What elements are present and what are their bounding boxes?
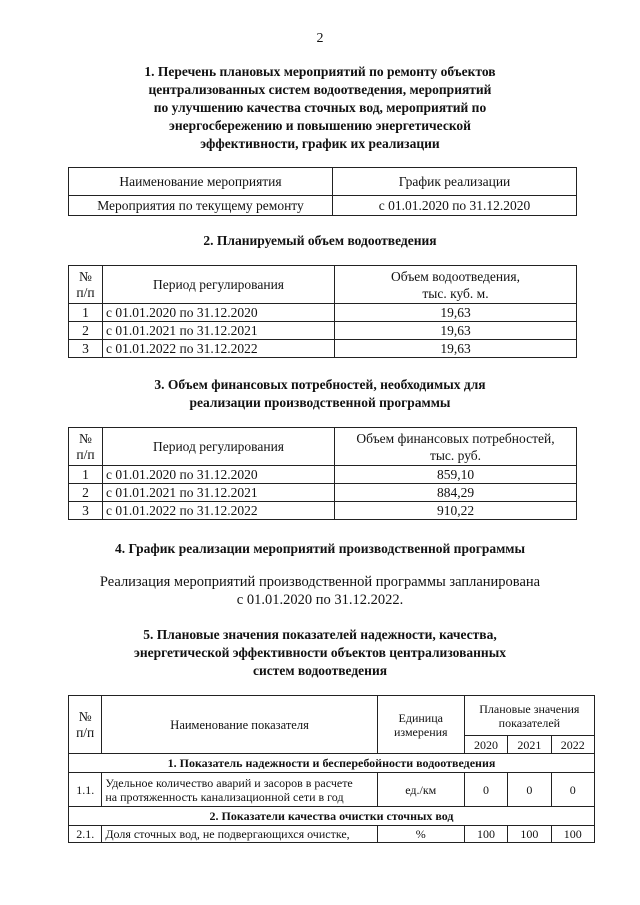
header-num-line: № (78, 708, 92, 724)
table-row (69, 466, 577, 484)
section1-title-line: энергосбережению и повышению энергетической (169, 118, 471, 133)
header-indicator-name: Наименование показателя (102, 696, 377, 754)
header-num-line: № (79, 430, 92, 446)
row-num: 2.1. (69, 826, 102, 843)
group-row (69, 754, 595, 773)
activities-table (68, 167, 577, 216)
row-indicator-name (102, 773, 377, 807)
section5-title (0, 626, 640, 680)
table-row (69, 773, 595, 807)
header-year: 2020 (464, 736, 507, 754)
section1-title-line: централизованных систем водоотведения, мероприятий (148, 82, 492, 97)
table-row (69, 502, 577, 520)
section5-title-line: 5. Плановые значения показателей надежности, качества, (143, 627, 497, 642)
header-period: Период регулирования (103, 266, 335, 304)
table-row (69, 196, 577, 216)
row-financial: 910,22 (335, 502, 577, 520)
activity-name: Мероприятия по текущему ремонту (69, 196, 333, 216)
header-num (69, 266, 103, 304)
section1-title-line: по улучшению качества сточных вод, мероприятий по (153, 100, 487, 115)
section3-title (0, 376, 640, 412)
header-year: 2021 (508, 736, 551, 754)
group-quality: 2. Показатели качества очистки сточных вод (69, 807, 595, 826)
row-period: с 01.01.2022 по 31.12.2022 (103, 340, 335, 358)
header-num-line: п/п (76, 284, 95, 300)
row-value: 100 (508, 826, 551, 843)
section3-title-line: 3. Объем финансовых потребностей, необходимых для (154, 377, 486, 392)
row-num: 1.1. (69, 773, 102, 807)
page-number: 2 (316, 31, 324, 46)
group-reliability: 1. Показатель надежности и бесперебойности водоотведения (69, 754, 595, 773)
header-financial (335, 428, 577, 466)
header-planned-line: Плановые значения (479, 701, 580, 716)
section1-title-line: 1. Перечень плановых мероприятий по ремонту объектов (144, 64, 496, 79)
row-period: с 01.01.2020 по 31.12.2020 (103, 304, 335, 322)
header-financial-line: тыс. руб. (429, 447, 482, 463)
section4-title: 4. График реализации мероприятий производственной программы (114, 541, 526, 556)
row-period: с 01.01.2020 по 31.12.2020 (103, 466, 335, 484)
row-num: 2 (69, 484, 103, 502)
table-header-row (69, 696, 595, 736)
row-value: 0 (508, 773, 551, 807)
row-unit: ед./км (377, 773, 464, 807)
header-period: Период регулирования (103, 428, 335, 466)
row-num: 3 (69, 502, 103, 520)
section5-title-line: энергетической эффективности объектов централизованных (133, 645, 506, 660)
section1-title (0, 63, 640, 153)
row-volume: 19,63 (335, 322, 577, 340)
row-num: 1 (69, 304, 103, 322)
section4-text (0, 573, 640, 609)
row-indicator-name-line: Удельное количество аварий и засоров в расчете (105, 775, 353, 790)
row-num: 2 (69, 322, 103, 340)
table-row (69, 484, 577, 502)
header-financial-line: Объем финансовых потребностей, (356, 430, 555, 446)
row-num: 1 (69, 466, 103, 484)
header-volume (335, 266, 577, 304)
header-planned (464, 696, 594, 736)
row-volume: 19,63 (335, 304, 577, 322)
header-schedule: График реализации (333, 168, 577, 196)
header-volume-line: Объем водоотведения, (391, 268, 520, 284)
header-num-line: п/п (76, 446, 95, 462)
section4-text-line: с 01.01.2020 по 31.12.2022. (236, 592, 404, 608)
group-row (69, 807, 595, 826)
financial-needs-table (68, 427, 577, 520)
header-num (69, 696, 102, 754)
row-financial: 884,29 (335, 484, 577, 502)
header-volume-line: тыс. куб. м. (422, 285, 489, 301)
header-num-line: № (79, 268, 92, 284)
section1-title-line: эффективности, график их реализации (200, 136, 440, 151)
section2-title: 2. Планируемый объем водоотведения (203, 233, 437, 248)
row-volume: 19,63 (335, 340, 577, 358)
row-num: 3 (69, 340, 103, 358)
row-unit: % (377, 826, 464, 843)
table-header-row (69, 266, 577, 304)
table-row (69, 340, 577, 358)
row-value: 100 (551, 826, 594, 843)
row-indicator-name-line: на протяженность канализационной сети в год (105, 789, 344, 804)
row-period: с 01.01.2022 по 31.12.2022 (103, 502, 335, 520)
row-value: 0 (551, 773, 594, 807)
header-unit (377, 696, 464, 754)
header-activity-name: Наименование мероприятия (69, 168, 333, 196)
row-period: с 01.01.2021 по 31.12.2021 (103, 322, 335, 340)
activity-schedule: с 01.01.2020 по 31.12.2020 (333, 196, 577, 216)
section4-text-line: Реализация мероприятий производственной программы запланирована (99, 574, 541, 590)
header-year: 2022 (551, 736, 594, 754)
header-unit-line: Единица (398, 710, 443, 725)
header-num-line: п/п (76, 724, 95, 740)
row-indicator-name: Доля сточных вод, не подвергающихся очистке, (102, 826, 377, 843)
table-header-row (69, 428, 577, 466)
header-num (69, 428, 103, 466)
table-row (69, 322, 577, 340)
section5-title-line: систем водоотведения (252, 663, 388, 678)
row-value: 100 (464, 826, 507, 843)
header-planned-line: показателей (498, 715, 561, 730)
row-financial: 859,10 (335, 466, 577, 484)
table-row (69, 826, 595, 843)
indicators-table (68, 695, 595, 843)
table-header-row (69, 168, 577, 196)
table-row (69, 304, 577, 322)
wastewater-volume-table (68, 265, 577, 358)
row-period: с 01.01.2021 по 31.12.2021 (103, 484, 335, 502)
header-unit-line: измерения (393, 724, 448, 739)
section3-title-line: реализации производственной программы (189, 395, 451, 410)
row-value: 0 (464, 773, 507, 807)
